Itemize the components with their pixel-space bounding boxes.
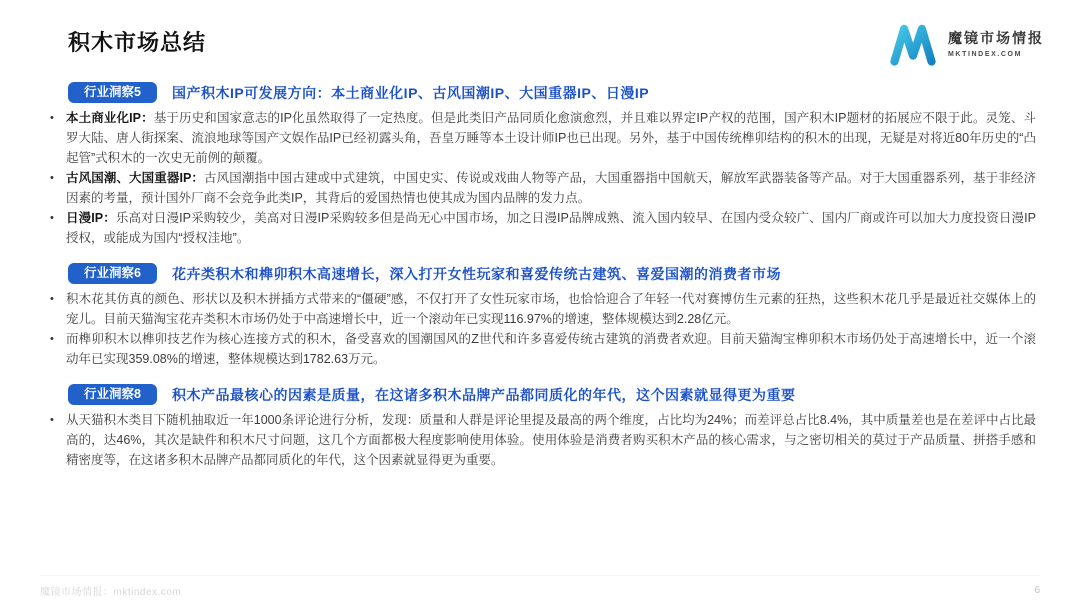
bullet-item	[46, 410, 1036, 470]
bullet-lead: 本土商业化IP：	[66, 111, 154, 125]
section-headline: 国产积木IP可发展方向：本土商业化IP、古风国潮IP、大国重器IP、日漫IP	[171, 84, 650, 101]
slide-header	[0, 0, 1080, 66]
bullet-item	[46, 208, 1036, 248]
brand-logo	[887, 20, 1044, 66]
section-insight-6	[46, 263, 1036, 369]
section-insight-8	[46, 384, 1036, 470]
section-header	[68, 263, 1036, 284]
bullet-item	[46, 108, 1036, 168]
insight-badge: 行业洞察6	[68, 263, 157, 284]
bullet-item	[46, 289, 1036, 329]
bullet-text: 乐高对日漫IP采购较少，美高对日漫IP采购较多但是尚无心中国市场，加之日漫IP品牌成熟、流入国内较早、在国内受众较广、国内厂商或许可以加大力度投资日漫IP授权，或能成为国内“授权洼地”。	[66, 211, 1036, 245]
logo-m-icon	[887, 20, 939, 66]
insight-badge: 行业洞察5	[68, 82, 157, 103]
bullet-text: 而榫卯积木以榫卯技艺作为核心连接方式的积木，备受喜欢的国潮国风的Z世代和许多喜爱传统古建筑的消费者欢迎。目前天猫淘宝榫卯积木市场仍处于高速增长中，近一个滚动年已实现359.08%的增速，整体规模达到1782.63万元。	[66, 332, 1036, 366]
bullet-text: 积木花其仿真的颜色、形状以及积木拼插方式带来的“僵硬”感，不仅打开了女性玩家市场，也恰恰迎合了年轻一代对赛博仿生元素的狂热，这些积木花几乎是最近社交媒体上的宠儿。目前天猫淘宝花卉类积木市场仍处于中高速增长中，近一个滚动年已实现116.97%的增速，整体规模达到2.28亿元。	[66, 292, 1036, 326]
bullet-text: 古风国潮指中国古建或中式建筑，中国史实、传说或戏曲人物等产品，大国重器指中国航天，解放军武器装备等产品。对于大国重器系列，基于非经济因素的考量，预计国外厂商不会竞争此类IP，其背后的爱国热情也使其成为国内品牌的发力点。	[66, 171, 1036, 205]
bullet-text: 基于历史和国家意志的IP化虽然取得了一定热度。但是此类旧产品同质化愈演愈烈，并且难以界定IP产权的范围，国产积木IP题材的拓展应不限于此。灵笼、斗罗大陆、唐人街探案、流浪地球等国产文娱作品IP已经初露头角，吾皇万睡等本土设计师IP也已出现。另外，基于中国传统榫卯结构的积木的出现，无疑是对将近80年历史的“凸起管”式积木的一次史无前例的颠覆。	[66, 111, 1037, 165]
slide-content	[0, 66, 1080, 470]
bullet-lead: 日漫IP：	[66, 211, 116, 225]
bullet-item	[46, 168, 1036, 208]
bullet-list	[46, 108, 1036, 248]
logo-name: 魔镜市场情报	[948, 30, 1044, 46]
bullet-item	[46, 329, 1036, 369]
section-headline: 花卉类积木和榫卯积木高速增长，深入打开女性玩家和喜爱传统古建筑、喜爱国潮的消费者市场	[171, 265, 781, 282]
footer-source: 魔镜市场情报：mktindex.com	[40, 587, 182, 598]
section-header	[68, 384, 1036, 405]
bullet-text: 从天猫积木类目下随机抽取近一年1000条评论进行分析，发现：质量和人群是评论里提及最高的两个维度，占比均为24%；而差评总占比8.4%，其中质量差也是在差评中占比最高的，达46%，其次是缺件和积木尺寸问题，这几个方面都极大程度影响使用体验。使用体验是消费者购买积木产品的核心需求，与之密切相关的莫过于产品质量、拼搭手感和精密度等，在这诸多积木品牌产品都同质化的年代，这个因素就显得更为重要。	[66, 413, 1036, 467]
insight-badge: 行业洞察8	[68, 384, 157, 405]
bullet-lead: 古风国潮、大国重器IP：	[66, 171, 204, 185]
bullet-list	[46, 410, 1036, 470]
section-insight-5	[46, 82, 1036, 248]
section-header	[68, 82, 1036, 103]
logo-site: MKTINDEX.COM	[948, 51, 1023, 58]
page-number: 6	[1034, 585, 1040, 596]
page-title: 积木市场总结	[68, 30, 207, 55]
slide-footer	[40, 575, 1040, 598]
logo-text	[948, 28, 1044, 58]
bullet-list	[46, 289, 1036, 369]
section-headline: 积木产品最核心的因素是质量，在这诸多积木品牌产品都同质化的年代，这个因素就显得更为重要	[171, 386, 796, 403]
